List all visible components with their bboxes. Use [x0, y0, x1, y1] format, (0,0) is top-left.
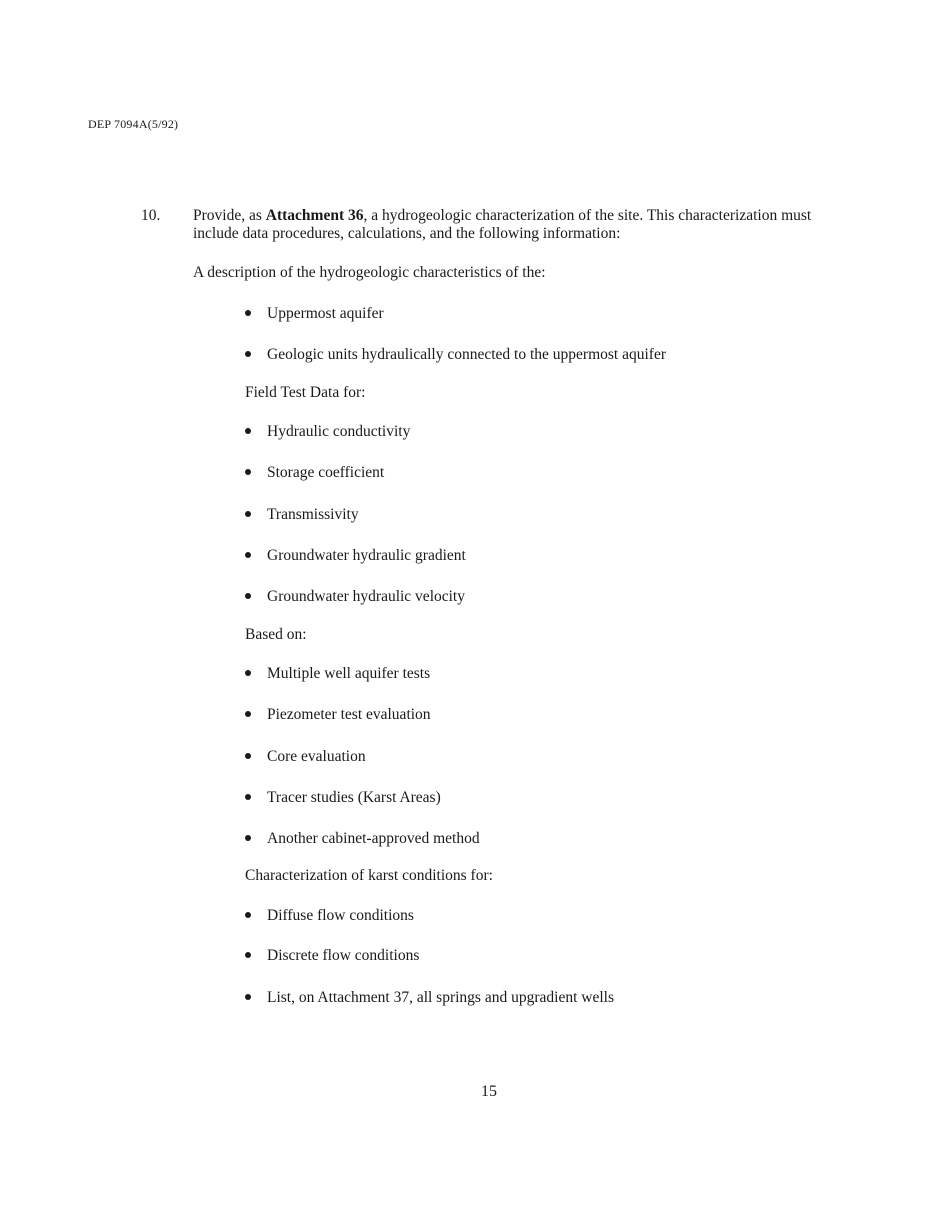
list-item-text: Discrete flow conditions	[267, 947, 420, 964]
intro-text: A description of the hydrogeologic characteristics of the:	[193, 264, 546, 281]
bullet-icon	[245, 351, 251, 357]
list-item-text: Core evaluation	[267, 748, 366, 765]
list-item-text: Piezometer test evaluation	[267, 706, 431, 723]
list-item-text: Another cabinet-approved method	[267, 830, 480, 847]
bullet-icon	[245, 593, 251, 599]
list-item	[245, 305, 384, 323]
list-item	[245, 989, 614, 1007]
based-on-heading: Based on:	[245, 626, 307, 643]
list-item	[245, 748, 366, 766]
item-text-start: Provide, as	[193, 207, 266, 224]
list-item	[245, 665, 430, 683]
list-item	[245, 547, 466, 565]
list-item	[245, 588, 465, 606]
list-item-text: Transmissivity	[267, 506, 359, 523]
bullet-icon	[245, 511, 251, 517]
bullet-icon	[245, 469, 251, 475]
item-number: 10.	[141, 207, 161, 224]
bullet-icon	[245, 552, 251, 558]
list-item	[245, 423, 410, 441]
list-item	[245, 830, 480, 848]
list-item-text: Hydraulic conductivity	[267, 423, 411, 440]
list-item-text: Uppermost aquifer	[267, 305, 384, 322]
bullet-icon	[245, 670, 251, 676]
list-item-text: List, on Attachment 37, all springs and upgradient wells	[267, 989, 614, 1006]
list-item	[245, 947, 419, 965]
list-item	[245, 346, 666, 364]
item-text-end: , a hydrogeologic characterization of the site. This characterization must include data procedures, calculations, and the following information:	[193, 207, 812, 242]
list-item-text: Diffuse flow conditions	[267, 907, 414, 924]
karst-heading: Characterization of karst conditions for:	[245, 867, 493, 884]
list-item-text: Geologic units hydraulically connected to the uppermost aquifer	[267, 346, 667, 363]
bullet-icon	[245, 753, 251, 759]
list-item-text: Tracer studies (Karst Areas)	[267, 789, 441, 806]
list-item	[245, 506, 359, 524]
bullet-icon	[245, 428, 251, 434]
list-item	[245, 706, 431, 724]
list-item-text: Storage coefficient	[267, 464, 385, 481]
list-item-text: Groundwater hydraulic velocity	[267, 588, 465, 605]
field-test-heading: Field Test Data for:	[245, 384, 366, 401]
item-instruction	[193, 207, 858, 243]
bullet-icon	[245, 835, 251, 841]
bullet-icon	[245, 310, 251, 316]
list-item-text: Groundwater hydraulic gradient	[267, 547, 466, 564]
bullet-icon	[245, 952, 251, 958]
attachment-reference: Attachment 36	[265, 207, 364, 224]
list-item	[245, 464, 384, 482]
list-item	[245, 789, 441, 807]
list-item-text: Multiple well aquifer tests	[267, 665, 431, 682]
bullet-icon	[245, 794, 251, 800]
bullet-icon	[245, 994, 251, 1000]
form-identifier: DEP 7094A(5/92)	[88, 117, 179, 131]
page-number: 15	[481, 1083, 497, 1100]
list-item	[245, 907, 414, 925]
bullet-icon	[245, 711, 251, 717]
bullet-icon	[245, 912, 251, 918]
